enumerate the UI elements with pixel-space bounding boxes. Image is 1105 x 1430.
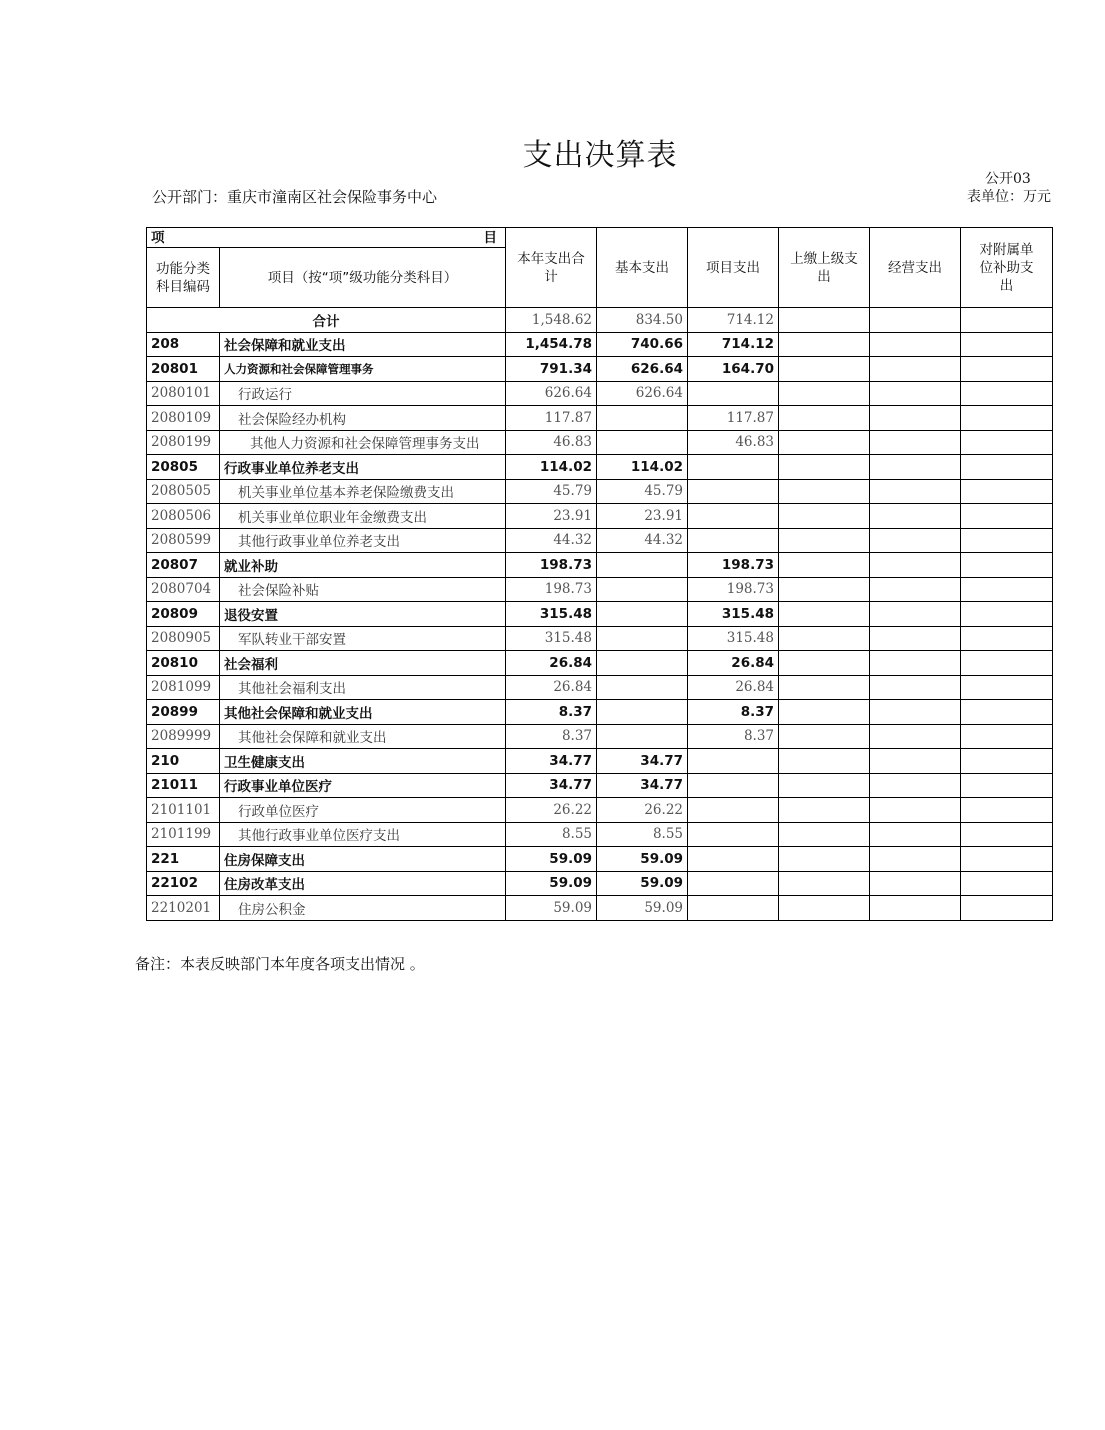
table-row (147, 504, 1053, 529)
row-upper (779, 455, 870, 480)
row-business (870, 455, 961, 480)
row-business (870, 430, 961, 455)
row-project: 714.12 (688, 332, 779, 357)
row-upper (779, 381, 870, 406)
row-business (870, 822, 961, 847)
table-row (147, 700, 1053, 725)
table-row (147, 626, 1053, 651)
row-name: 其他人力资源和社会保障管理事务支出 (220, 430, 506, 455)
header-item-name: 项目（按“项”级功能分类科目） (220, 248, 506, 308)
row-upper (779, 553, 870, 578)
row-total: 1,454.78 (506, 332, 597, 357)
row-name: 住房公积金 (220, 896, 506, 921)
row-name: 行政事业单位医疗 (220, 773, 506, 798)
row-upper (779, 847, 870, 872)
row-upper (779, 871, 870, 896)
table-row (147, 675, 1053, 700)
row-business (870, 602, 961, 627)
row-upper (779, 504, 870, 529)
row-basic: 34.77 (597, 773, 688, 798)
row-basic (597, 553, 688, 578)
row-name: 退役安置 (220, 602, 506, 627)
row-subsidiary (961, 798, 1053, 823)
row-basic (597, 406, 688, 431)
row-project (688, 773, 779, 798)
row-business (870, 479, 961, 504)
item-header-right: 目 (483, 230, 497, 246)
row-project: 198.73 (688, 577, 779, 602)
row-business (870, 798, 961, 823)
row-basic: 114.02 (597, 455, 688, 480)
row-project (688, 528, 779, 553)
row-total: 315.48 (506, 626, 597, 651)
row-business (870, 577, 961, 602)
row-subsidiary (961, 773, 1053, 798)
header-business: 经营支出 (870, 228, 961, 308)
row-total: 59.09 (506, 871, 597, 896)
row-subsidiary (961, 724, 1053, 749)
row-name: 其他社会福利支出 (220, 675, 506, 700)
form-code: 公开03 (985, 171, 1031, 187)
row-basic (597, 626, 688, 651)
row-upper (779, 626, 870, 651)
row-code: 20899 (147, 700, 220, 725)
row-name: 行政单位医疗 (220, 798, 506, 823)
row-name: 其他社会保障和就业支出 (220, 700, 506, 725)
row-subsidiary (961, 553, 1053, 578)
row-code: 20807 (147, 553, 220, 578)
table-row (147, 602, 1053, 627)
row-basic: 626.64 (597, 357, 688, 382)
row-project: 117.87 (688, 406, 779, 431)
row-basic: 34.77 (597, 749, 688, 774)
row-code: 21011 (147, 773, 220, 798)
row-upper (779, 332, 870, 357)
row-name: 住房保障支出 (220, 847, 506, 872)
table-row (147, 749, 1053, 774)
row-code: 2080704 (147, 577, 220, 602)
row-total: 791.34 (506, 357, 597, 382)
row-business (870, 749, 961, 774)
row-subsidiary (961, 822, 1053, 847)
row-project: 46.83 (688, 430, 779, 455)
row-total: 8.37 (506, 700, 597, 725)
row-code: 2080109 (147, 406, 220, 431)
row-project: 315.48 (688, 626, 779, 651)
table-row (147, 871, 1053, 896)
row-code: 2080905 (147, 626, 220, 651)
row-total: 34.77 (506, 749, 597, 774)
row-basic: 26.22 (597, 798, 688, 823)
row-upper (779, 749, 870, 774)
row-subsidiary (961, 381, 1053, 406)
row-basic (597, 675, 688, 700)
row-basic: 23.91 (597, 504, 688, 529)
row-code: 2089999 (147, 724, 220, 749)
row-basic (597, 430, 688, 455)
row-subsidiary (961, 479, 1053, 504)
row-subsidiary (961, 675, 1053, 700)
row-project: 198.73 (688, 553, 779, 578)
row-total: 59.09 (506, 847, 597, 872)
table-row (147, 528, 1053, 553)
row-business (870, 553, 961, 578)
row-total: 114.02 (506, 455, 597, 480)
row-project (688, 822, 779, 847)
header-func-code: 功能分类科目编码 (147, 248, 220, 308)
row-subsidiary (961, 430, 1053, 455)
row-name: 卫生健康支出 (220, 749, 506, 774)
row-name: 军队转业干部安置 (220, 626, 506, 651)
header-subsidiary: 对附属单位补助支出 (961, 228, 1053, 308)
row-name: 行政运行 (220, 381, 506, 406)
row-upper (779, 430, 870, 455)
row-business (870, 651, 961, 676)
row-business (870, 626, 961, 651)
table-row (147, 651, 1053, 676)
total-sum: 1,548.62 (506, 308, 597, 333)
row-basic (597, 651, 688, 676)
row-business (870, 675, 961, 700)
row-code: 20805 (147, 455, 220, 480)
row-upper (779, 822, 870, 847)
row-subsidiary (961, 651, 1053, 676)
header-total: 本年支出合计 (506, 228, 597, 308)
row-business (870, 357, 961, 382)
row-code: 2080506 (147, 504, 220, 529)
row-subsidiary (961, 455, 1053, 480)
row-subsidiary (961, 871, 1053, 896)
row-business (870, 504, 961, 529)
row-code: 20801 (147, 357, 220, 382)
row-name: 住房改革支出 (220, 871, 506, 896)
row-total: 45.79 (506, 479, 597, 504)
total-upper (779, 308, 870, 333)
total-subsidiary (961, 308, 1053, 333)
total-basic: 834.50 (597, 308, 688, 333)
row-code: 208 (147, 332, 220, 357)
row-subsidiary (961, 504, 1053, 529)
row-subsidiary (961, 847, 1053, 872)
row-name: 社会保障和就业支出 (220, 332, 506, 357)
row-name: 机关事业单位职业年金缴费支出 (220, 504, 506, 529)
row-project (688, 896, 779, 921)
row-total: 626.64 (506, 381, 597, 406)
row-code: 20809 (147, 602, 220, 627)
row-project (688, 455, 779, 480)
row-subsidiary (961, 528, 1053, 553)
row-upper (779, 700, 870, 725)
row-project (688, 749, 779, 774)
table-row (147, 553, 1053, 578)
row-code: 22102 (147, 871, 220, 896)
row-total: 44.32 (506, 528, 597, 553)
row-upper (779, 602, 870, 627)
total-project: 714.12 (688, 308, 779, 333)
row-upper (779, 798, 870, 823)
table-row (147, 357, 1053, 382)
unit-label: 表单位：万元 (967, 189, 1051, 205)
row-name: 其他社会保障和就业支出 (220, 724, 506, 749)
table-row (147, 455, 1053, 480)
row-upper (779, 528, 870, 553)
row-project (688, 479, 779, 504)
row-total: 23.91 (506, 504, 597, 529)
row-name: 社会福利 (220, 651, 506, 676)
table-row (147, 577, 1053, 602)
total-label: 合计 (147, 308, 506, 333)
table-row (147, 332, 1053, 357)
row-upper (779, 406, 870, 431)
row-code: 20810 (147, 651, 220, 676)
row-upper (779, 479, 870, 504)
table-row (147, 822, 1053, 847)
row-basic: 59.09 (597, 896, 688, 921)
row-project (688, 871, 779, 896)
row-upper (779, 577, 870, 602)
row-total: 26.84 (506, 651, 597, 676)
row-basic (597, 602, 688, 627)
row-basic (597, 700, 688, 725)
footnote: 备注：本表反映部门本年度各项支出情况 。 (135, 955, 425, 973)
row-business (870, 332, 961, 357)
row-business (870, 528, 961, 553)
row-project: 315.48 (688, 602, 779, 627)
row-project: 164.70 (688, 357, 779, 382)
row-project (688, 504, 779, 529)
row-subsidiary (961, 626, 1053, 651)
item-header (147, 228, 506, 248)
row-total: 315.48 (506, 602, 597, 627)
row-basic: 8.55 (597, 822, 688, 847)
row-total: 198.73 (506, 553, 597, 578)
row-name: 人力资源和社会保障管理事务 (220, 357, 506, 382)
row-business (870, 871, 961, 896)
row-business (870, 896, 961, 921)
row-code: 2080599 (147, 528, 220, 553)
row-name: 机关事业单位基本养老保险缴费支出 (220, 479, 506, 504)
item-header-left: 项 (151, 229, 165, 246)
row-total: 59.09 (506, 896, 597, 921)
table-row (147, 798, 1053, 823)
row-code: 221 (147, 847, 220, 872)
row-total: 26.22 (506, 798, 597, 823)
row-code: 2080199 (147, 430, 220, 455)
row-upper (779, 896, 870, 921)
row-total: 8.55 (506, 822, 597, 847)
row-code: 2080101 (147, 381, 220, 406)
row-subsidiary (961, 896, 1053, 921)
row-basic: 59.09 (597, 847, 688, 872)
row-name: 社会保险补贴 (220, 577, 506, 602)
header-upper: 上缴上级支出 (779, 228, 870, 308)
row-project (688, 798, 779, 823)
row-basic: 45.79 (597, 479, 688, 504)
row-subsidiary (961, 357, 1053, 382)
row-code: 2081099 (147, 675, 220, 700)
row-name: 就业补助 (220, 553, 506, 578)
row-basic (597, 577, 688, 602)
row-code: 210 (147, 749, 220, 774)
row-code: 2210201 (147, 896, 220, 921)
row-total: 26.84 (506, 675, 597, 700)
table-row (147, 724, 1053, 749)
total-business (870, 308, 961, 333)
row-upper (779, 773, 870, 798)
row-code: 2101199 (147, 822, 220, 847)
expenditure-table (146, 227, 1053, 921)
row-code: 2101101 (147, 798, 220, 823)
row-business (870, 847, 961, 872)
department-label: 公开部门：重庆市潼南区社会保险事务中心 (152, 188, 438, 206)
header-basic: 基本支出 (597, 228, 688, 308)
page-title: 支出决算表 (522, 138, 678, 173)
table-row (147, 773, 1053, 798)
row-project (688, 381, 779, 406)
table-row (147, 406, 1053, 431)
row-basic: 44.32 (597, 528, 688, 553)
row-subsidiary (961, 406, 1053, 431)
row-upper (779, 357, 870, 382)
row-upper (779, 724, 870, 749)
row-subsidiary (961, 332, 1053, 357)
row-subsidiary (961, 602, 1053, 627)
row-total: 46.83 (506, 430, 597, 455)
row-project: 8.37 (688, 724, 779, 749)
row-name: 其他行政事业单位医疗支出 (220, 822, 506, 847)
row-basic: 626.64 (597, 381, 688, 406)
row-project: 26.84 (688, 651, 779, 676)
header-project: 项目支出 (688, 228, 779, 308)
row-business (870, 773, 961, 798)
row-total: 117.87 (506, 406, 597, 431)
row-business (870, 381, 961, 406)
row-name: 行政事业单位养老支出 (220, 455, 506, 480)
table-row (147, 381, 1053, 406)
row-subsidiary (961, 577, 1053, 602)
row-upper (779, 651, 870, 676)
row-business (870, 724, 961, 749)
row-name: 社会保险经办机构 (220, 406, 506, 431)
row-business (870, 700, 961, 725)
table-row (147, 896, 1053, 921)
table-row (147, 847, 1053, 872)
row-project (688, 847, 779, 872)
row-name: 其他行政事业单位养老支出 (220, 528, 506, 553)
table-row (147, 430, 1053, 455)
row-basic: 740.66 (597, 332, 688, 357)
row-project: 26.84 (688, 675, 779, 700)
row-project: 8.37 (688, 700, 779, 725)
row-total: 34.77 (506, 773, 597, 798)
table-row (147, 479, 1053, 504)
row-basic: 59.09 (597, 871, 688, 896)
row-upper (779, 675, 870, 700)
row-code: 2080505 (147, 479, 220, 504)
row-basic (597, 724, 688, 749)
row-subsidiary (961, 749, 1053, 774)
row-total: 8.37 (506, 724, 597, 749)
row-business (870, 406, 961, 431)
row-total: 198.73 (506, 577, 597, 602)
row-subsidiary (961, 700, 1053, 725)
